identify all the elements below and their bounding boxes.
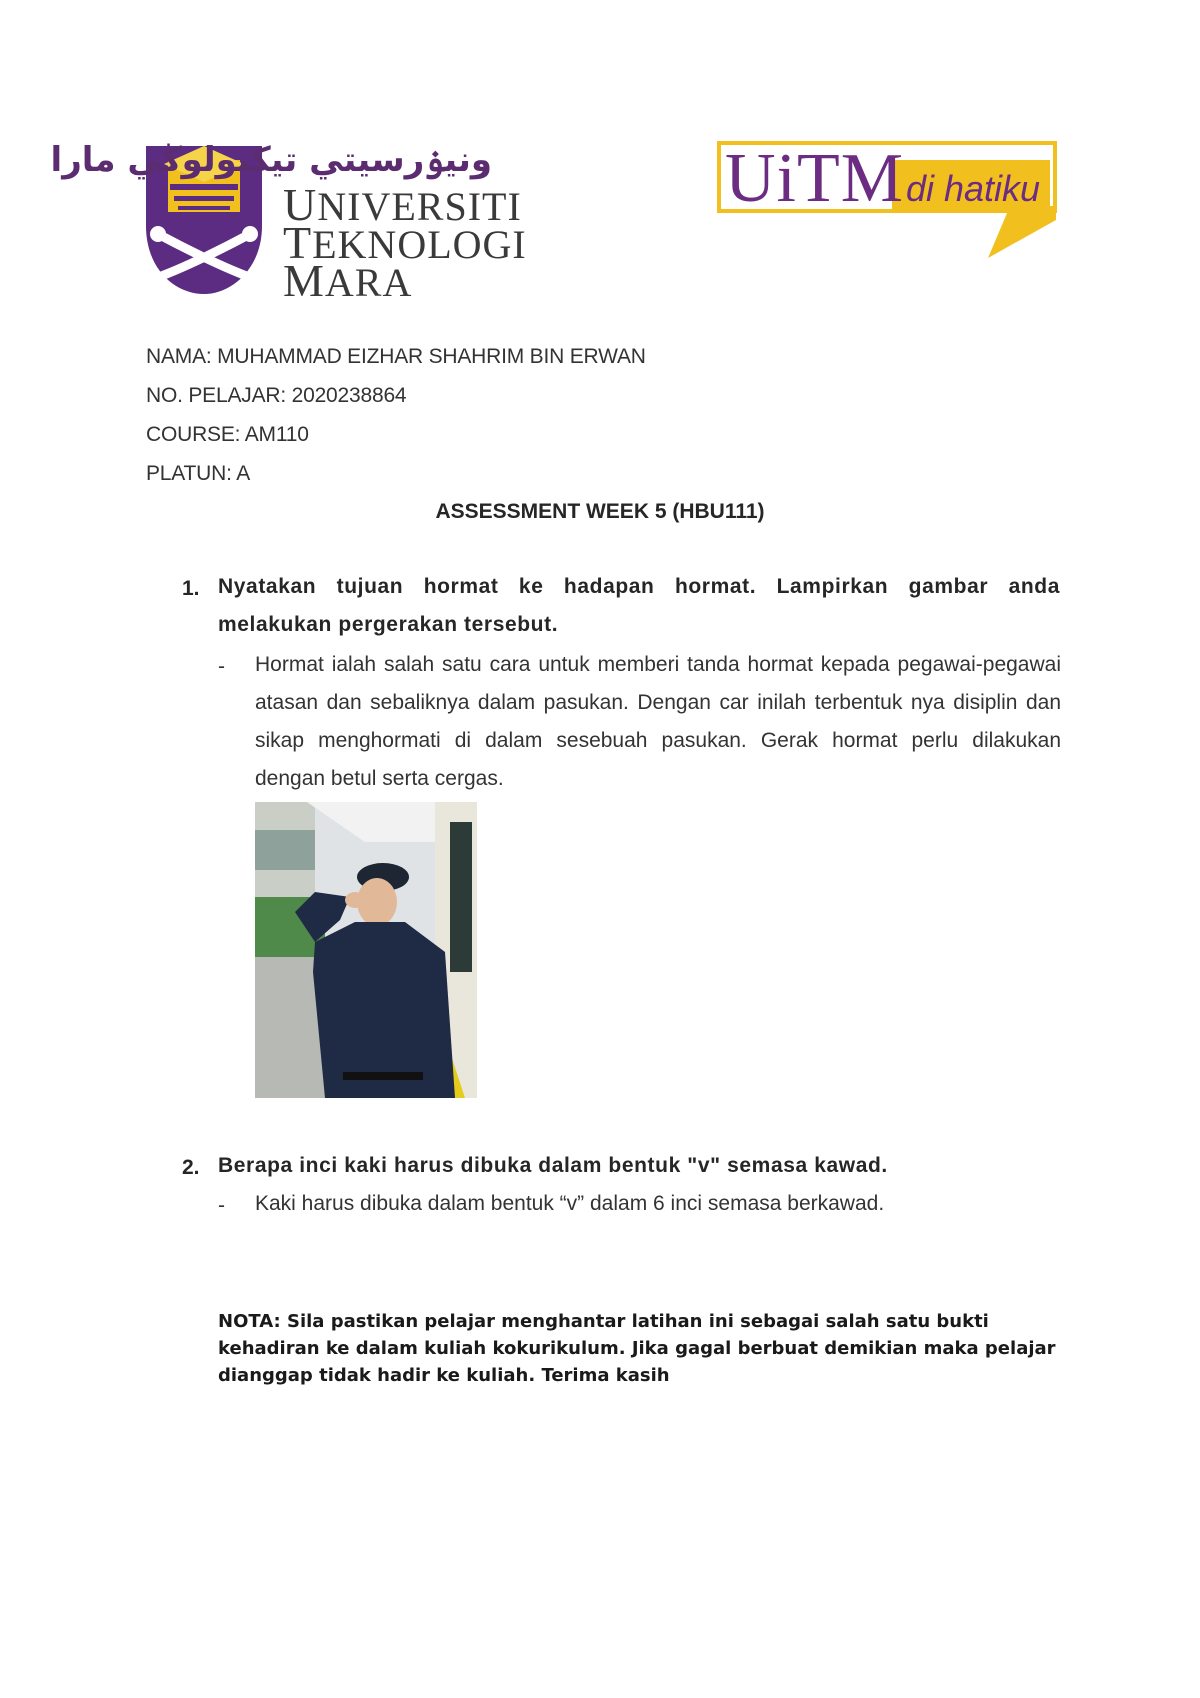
- assessment-title: ASSESSMENT WEEK 5 (HBU111): [435, 500, 765, 523]
- salute-photo: [255, 802, 477, 1098]
- logo-tagline: di hatiku: [905, 168, 1041, 209]
- answer-2-dash: -: [218, 1194, 225, 1217]
- logo-line-mara: MARA: [283, 255, 413, 306]
- answer-2-text: Kaki harus dibuka dalam bentuk “v” dalam 6 inci semasa berkawad.: [255, 1192, 885, 1215]
- question-1-number: 1.: [182, 577, 200, 600]
- note-label: NOTA:: [218, 1311, 281, 1332]
- question-1-text: Nyatakan tujuan hormat ke hadapan hormat. Lampirkan gambar anda melakukan pergerakan tersebut.: [218, 575, 1060, 636]
- logo-line-teknologi: TEKNOLOGI: [283, 217, 527, 268]
- question-2-text: Berapa inci kaki harus dibuka dalam bentuk "v" semasa kawad.: [218, 1154, 888, 1177]
- student-platoon: PLATUN: A: [146, 462, 251, 485]
- logo-brand-uitm: UiTM: [725, 140, 904, 217]
- student-name: NAMA: MUHAMMAD EIZHAR SHAHRIM BIN ERWAN: [146, 345, 646, 368]
- answer-1-dash: -: [218, 655, 225, 678]
- question-2-number: 2.: [182, 1156, 200, 1179]
- logo-arabic-text: ونيۏرسيتي تيكنولوڬي مارا: [50, 140, 492, 180]
- answer-1-text: Hormat ialah salah satu cara untuk memberi tanda hormat kepada pegawai-pegawai atasan dan sebaliknya dalam pasukan. Dengan car inilah terbentuk nya disiplin dan sikap menghormati di dalam sesebuah pasukan. Gerak hormat perlu dilakukan dengan betul serta cergas.: [255, 653, 1061, 790]
- student-number: NO. PELAJAR: 2020238864: [146, 384, 407, 407]
- logo-line-universiti: UNIVERSITI: [283, 179, 522, 230]
- note-text: Sila pastikan pelajar menghantar latihan ini sebagai salah satu bukti kehadiran ke dalam kuliah kokurikulum. Jika gagal berbuat demikian maka pelajar dianggap tidak hadir ke kuliah. Terima kasih: [218, 1311, 1056, 1386]
- student-course: COURSE: AM110: [146, 423, 309, 446]
- note-paragraph: [218, 1308, 1058, 1389]
